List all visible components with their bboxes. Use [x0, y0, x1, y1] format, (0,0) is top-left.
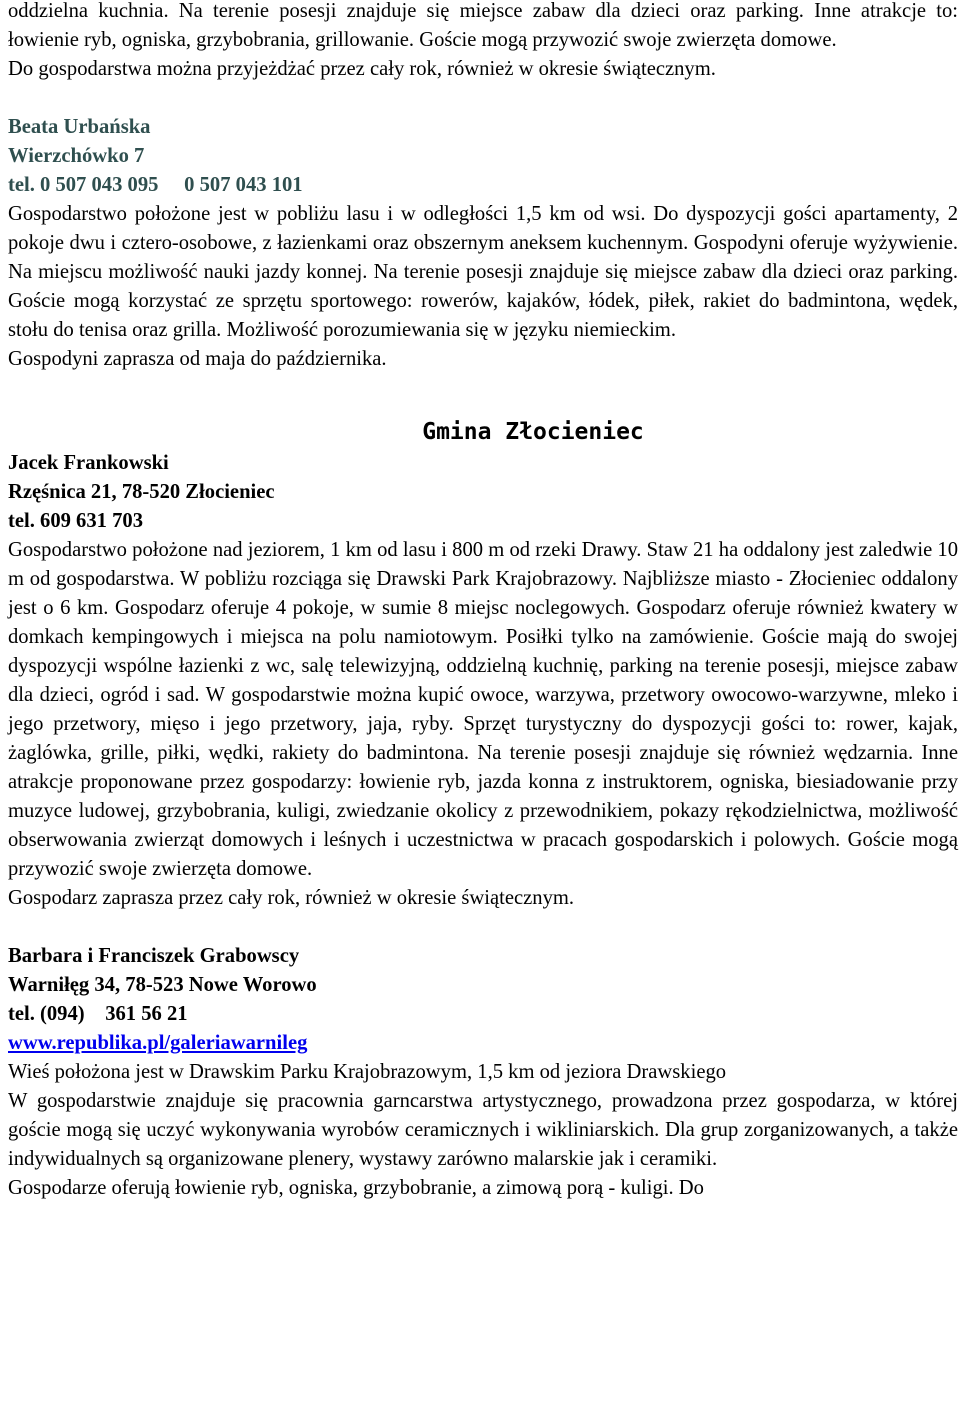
- host-name-frankowski: Jacek Frankowski: [8, 452, 169, 474]
- host-name-grabowscy: Barbara i Franciszek Grabowscy: [8, 945, 300, 967]
- host-phone-frankowski: tel. 609 631 703: [8, 510, 143, 532]
- host-description-frankowski: Gospodarstwo położone nad jeziorem, 1 km od lasu i 800 m od rzeki Drawy. Staw 21 ha oddalony jest zaledwie 10 m od gospodarstwa. W pobliżu rozciąga się Drawski Park Krajobrazowy. Najbliższe miasto - Złocieniec oddalony jest o 6 km. Gospodarz oferuje 4 pokoje, w sumie 8 miejsc noclegowych. Gospodarz oferuje również kwatery w domkach kempingowych i miejsca na polu namiotowym. Posiłki tylko na zamówienie. Goście mają do swojej dyspozycji wspólne łazienki z wc, salę telewizyjną, oddzielną kuchnię, parking na terenie posesji, miejsce zabaw dla dzieci, ogród i sad. W gospodarstwie można kupić owoce, warzywa, przetwory owocowo-warzywne, mleko i jego przetwory, mięso i jego przetwory, jaja, ryby. Sprzęt turystyczny do dyspozycji gości to: rower, kajak, żaglówka, grille, piłki, wędki, rakiety do badmintona. Na terenie posesji znajduje się również wędzarnia. Inne atrakcje proponowane przez gospodarzy: łowienie ryb, jazda konna z instruktorem, ogniska, biesiadowanie przy muzyce ludowej, grzybobrania, kuligi, zwiedzanie okolicy z przewodnikiem, pokazy rękodzielnictwa, możliwość obserwowania zwierząt domowych i leśnych i uczestnictwa w pracach gospodarskich i polowych. Goście mogą przywozić swoje zwierzęta domowe.: [8, 539, 958, 880]
- spacer: [8, 913, 958, 942]
- previous-listing-continuation: oddzielna kuchnia. Na terenie posesji znajduje się miejsce zabaw dla dzieci oraz parking. Inne atrakcje to: łowienie ryb, ogniska, grzybobrania, grillowanie. Goście mogą przywozić swoje zwierzęta domowe.: [8, 0, 958, 51]
- website-link-grabowscy[interactable]: www.republika.pl/galeriawarnileg: [8, 1032, 308, 1054]
- host-phone-urbanska: tel. 0 507 043 095 0 507 043 101: [8, 174, 303, 196]
- host-address-frankowski: Rzęśnica 21, 78-520 Złocieniec: [8, 481, 275, 503]
- host-address-grabowscy: Warniłęg 34, 78-523 Nowe Worowo: [8, 974, 317, 996]
- host-phone-grabowscy: tel. (094) 361 56 21: [8, 1003, 188, 1025]
- spacer: [8, 84, 958, 113]
- host-attractions-grabowscy: Gospodarze oferują łowienie ryb, ogniska, grzybobranie, a zimową porą - kuligi. Do: [8, 1177, 704, 1199]
- host-name-urbanska: Beata Urbańska: [8, 116, 151, 138]
- document-page: [8, 0, 958, 1203]
- host-description-grabowscy: W gospodarstwie znajduje się pracownia garncarstwa artystycznego, prowadzona przez gospodarza, w której goście mogą się uczyć wykonywania wyrobów ceramicznych i wikliniarskich. Dla grup zorganizowanych, a także indywidualnych są organizowane plenery, wystawy zarówno malarskie jak i ceramiki.: [8, 1090, 958, 1170]
- host-address-urbanska: Wierzchówko 7: [8, 145, 145, 167]
- previous-listing-closing: Do gospodarstwa można przyjeżdżać przez cały rok, również w okresie świątecznym.: [8, 58, 716, 80]
- host-description-urbanska: Gospodarstwo położone jest w pobliżu lasu i w odległości 1,5 km od wsi. Do dyspozycji gości apartamenty, 2 pokoje dwu i cztero-osobowe, z łazienkami oraz obszernym aneksem kuchennym. Gospodyni oferuje wyżywienie. Na miejscu możliwość nauki jazdy konnej. Na terenie posesji znajduje się miejsce zabaw dla dzieci oraz parking. Goście mogą korzystać ze sprzętu sportowego: rowerów, kajaków, łódek, piłek, rakiet do badmintona, wędek, stołu do tenisa oraz grilla. Możliwość porozumiewania się w języku niemieckim.: [8, 203, 958, 341]
- spacer: [8, 374, 958, 416]
- host-closing-urbanska: Gospodyni zaprasza od maja do października.: [8, 348, 387, 370]
- host-closing-frankowski: Gospodarz zaprasza przez cały rok, również w okresie świątecznym.: [8, 887, 575, 909]
- section-heading-gmina: Gmina Złocieniec: [422, 419, 644, 445]
- host-location-grabowscy: Wieś położona jest w Drawskim Parku Krajobrazowym, 1,5 km od jeziora Drawskiego: [8, 1061, 727, 1083]
